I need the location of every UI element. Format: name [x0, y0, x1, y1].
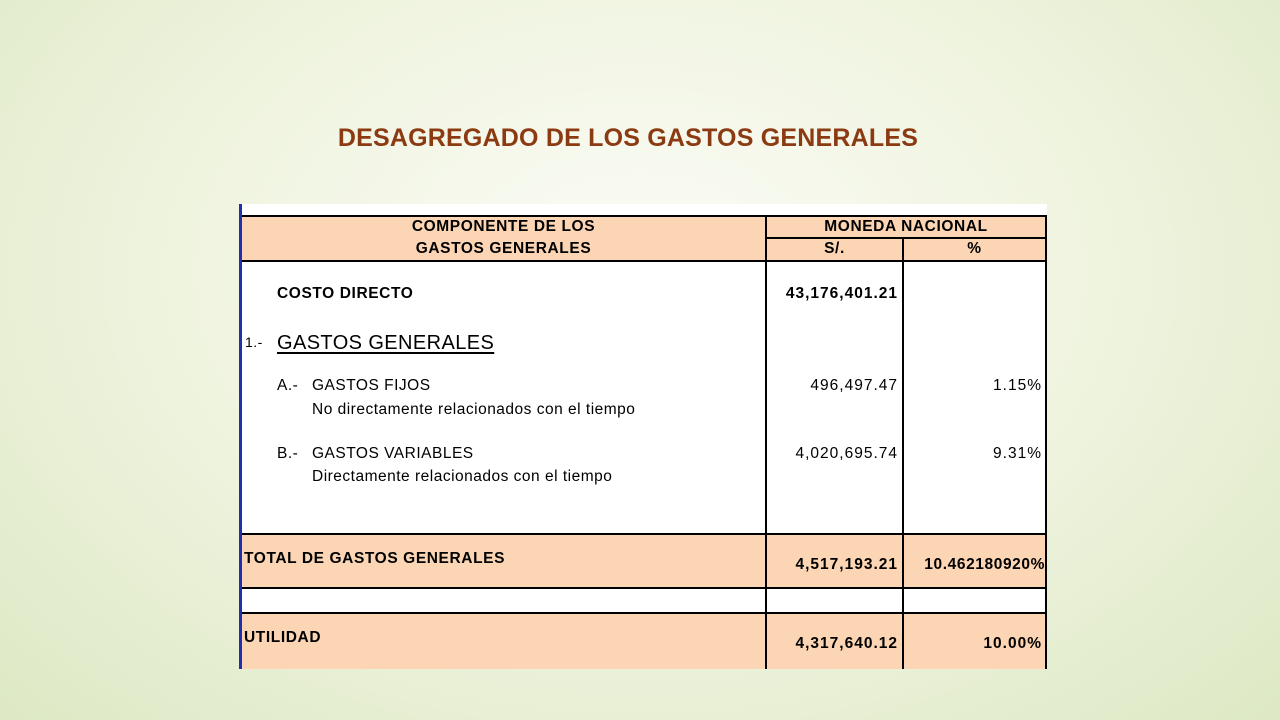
header-component-line2: GASTOS GENERALES — [415, 240, 592, 257]
utilidad-percent: 10.00% — [983, 635, 1042, 652]
gastos-fijos-label: GASTOS FIJOS — [312, 377, 431, 394]
grid-line — [242, 260, 1047, 262]
left-border — [239, 204, 242, 669]
gastos-fijos-percent: 1.15% — [993, 377, 1042, 394]
grid-line — [766, 237, 1047, 239]
costo-directo-label: COSTO DIRECTO — [277, 285, 414, 302]
total-percent: 10.462180920% — [924, 556, 1045, 573]
utilidad-label: UTILIDAD — [244, 629, 322, 646]
section-label: GASTOS GENERALES — [277, 332, 495, 354]
total-label: TOTAL DE GASTOS GENERALES — [244, 550, 506, 567]
cost-table — [239, 204, 1047, 669]
gastos-variables-label: GASTOS VARIABLES — [312, 445, 474, 462]
gastos-variables-amount: 4,020,695.74 — [795, 445, 898, 462]
header-currency-group: MONEDA NACIONAL — [824, 218, 988, 235]
gastos-fijos-prefix: A.- — [277, 377, 299, 394]
gastos-fijos-amount: 496,497.47 — [810, 377, 898, 394]
gastos-variables-description: Directamente relacionados con el tiempo — [312, 468, 613, 485]
grid-line — [242, 612, 1047, 614]
utilidad-amount: 4,317,640.12 — [795, 635, 898, 652]
grid-line — [242, 587, 1047, 589]
header-percent-col: % — [967, 240, 982, 257]
grid-line — [242, 533, 1047, 535]
header-amount-col: S/. — [824, 240, 845, 257]
grid-line — [765, 215, 767, 669]
header-component-line1: COMPONENTE DE LOS — [411, 218, 596, 235]
gastos-fijos-description: No directamente relacionados con el tiempo — [312, 401, 636, 418]
section-number: 1.- — [245, 334, 263, 350]
gastos-variables-percent: 9.31% — [993, 445, 1042, 462]
gastos-variables-prefix: B.- — [277, 445, 299, 462]
grid-line — [1045, 215, 1047, 669]
grid-line — [242, 215, 1047, 217]
costo-directo-amount: 43,176,401.21 — [785, 285, 898, 302]
total-amount: 4,517,193.21 — [795, 556, 898, 573]
page-title: DESAGREGADO DE LOS GASTOS GENERALES — [337, 124, 919, 152]
